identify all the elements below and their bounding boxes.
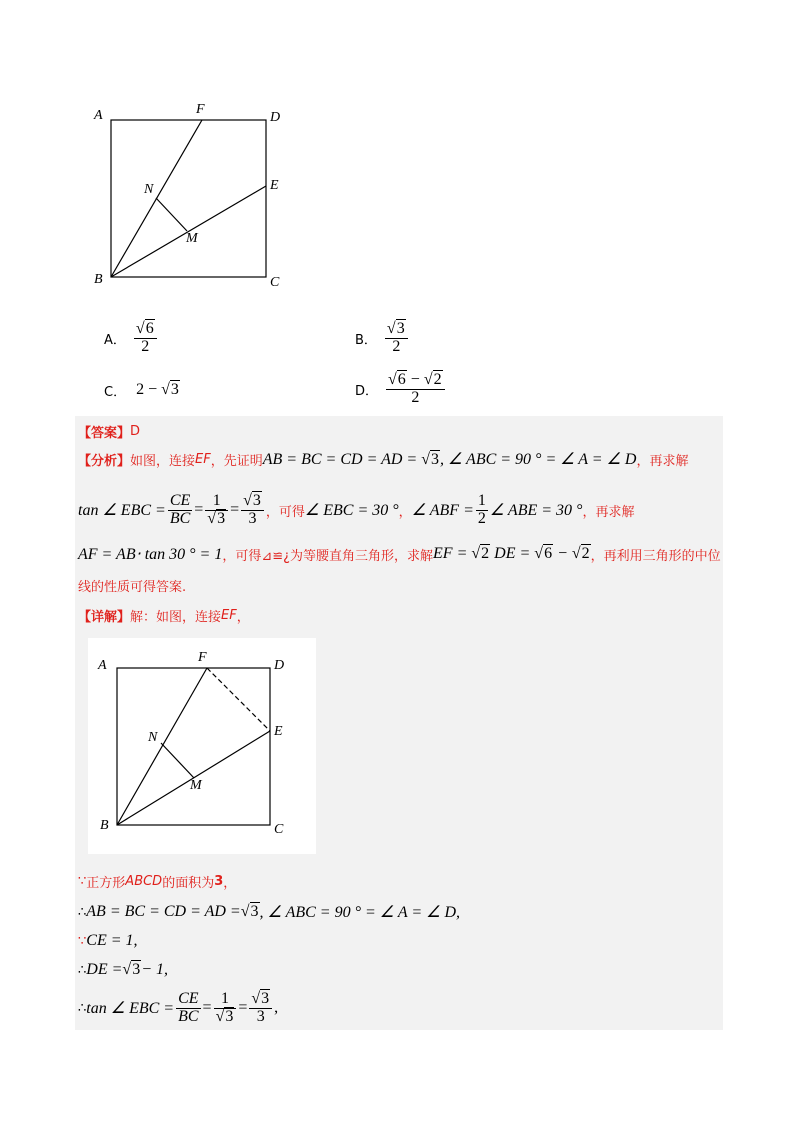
- label-d-2: D: [274, 658, 285, 673]
- analysis-text-7: ，再利用三角形的中位: [590, 548, 721, 564]
- line-ef-dashed: [207, 668, 270, 731]
- analysis-text-8: 线的性质可得答案.: [78, 579, 187, 595]
- answer-tag: 【答案】: [78, 425, 131, 441]
- analysis-line-3: [78, 542, 721, 566]
- step1-text: 正方形: [86, 875, 126, 891]
- label-m-2: M: [190, 778, 202, 793]
- line-nm: [156, 198, 187, 231]
- step4-rad: 3: [132, 961, 141, 978]
- detail-text-1: 解：如图，连接: [130, 609, 222, 625]
- step5-frac3-num: 3: [261, 989, 270, 1007]
- option-d[interactable]: [355, 368, 447, 410]
- analysis-frac-ce-bc: [168, 493, 192, 528]
- analysis-tag: 【分析】: [78, 453, 131, 469]
- analysis-text-3: ，可得: [265, 504, 305, 520]
- option-c-expression: 2 − √3: [136, 381, 179, 398]
- option-a-num: 6: [145, 319, 154, 337]
- analysis-line-4: [78, 574, 186, 596]
- step2-rad: 3: [250, 903, 259, 920]
- label-b: B: [94, 272, 103, 287]
- label-d: D: [270, 110, 281, 125]
- step5-therefore: ∴: [78, 1000, 87, 1016]
- step5-frac2-den: 3: [225, 1007, 234, 1025]
- step-4: ∴ DE = √3 − 1,: [78, 961, 168, 978]
- detail-text-ef: EF: [221, 607, 237, 623]
- option-d-den: 2: [411, 388, 420, 406]
- option-b-fraction: $\frac{√3}{2}$: [385, 321, 408, 356]
- option-b[interactable]: [355, 318, 410, 358]
- analysis-text-1c: ，先证明: [210, 453, 263, 469]
- analysis-frac-half: [476, 493, 488, 528]
- option-a-fraction: $\frac{√6}{2}$: [134, 321, 157, 356]
- analysis-m2a: tan ∠ EBC =: [78, 502, 166, 519]
- answer-line: [78, 420, 140, 442]
- step3-math: CE = 1,: [86, 932, 138, 949]
- analysis-text-6b: ⊿≌¿为等腰直角三角形，求解: [261, 548, 434, 564]
- analysis-text-2: ，再求解: [636, 453, 689, 469]
- option-c-rad: 3: [170, 381, 179, 398]
- analysis-m6-rad1: 2: [481, 545, 490, 562]
- analysis-line-1: [78, 448, 689, 470]
- analysis-text-4: ，: [398, 504, 412, 520]
- analysis-text-1: 如图，连接: [130, 453, 196, 469]
- option-d-op: −: [410, 370, 420, 388]
- analysis-m1b: , ∠ ABC = 90 ° = ∠ A = ∠ D: [439, 451, 637, 468]
- step1-abcd: ABCD: [125, 873, 163, 889]
- step4-math: DE =: [86, 961, 123, 978]
- option-a-den: 2: [141, 337, 150, 355]
- step5-frac1-den: BC: [178, 1007, 199, 1025]
- step2-math: AB = BC = CD = AD =: [86, 903, 241, 920]
- line-bf-2: [117, 668, 207, 825]
- step5-frac3-den: 3: [256, 1007, 265, 1025]
- analysis-m6c: −: [553, 545, 572, 562]
- analysis-text-5: ，再求解: [582, 504, 635, 520]
- analysis-frac4-num: 1: [477, 491, 486, 509]
- step1-text2: 的面积为: [162, 875, 215, 891]
- option-b-num: 3: [396, 319, 405, 337]
- option-a-label: A．: [104, 332, 126, 348]
- step5-frac2-num: 1: [214, 991, 237, 1009]
- label-c: C: [270, 275, 280, 290]
- label-b-2: B: [100, 818, 109, 833]
- option-d-fraction: $\frac{√6 - √2}{2}$: [386, 372, 445, 407]
- step5-frac-ce-bc: [176, 991, 200, 1026]
- step4-therefore: ∴: [78, 962, 87, 978]
- label-f: F: [196, 102, 205, 117]
- option-d-label: D．: [355, 383, 379, 399]
- analysis-m6-rad2: 6: [544, 545, 553, 562]
- label-m: M: [186, 231, 198, 246]
- analysis-frac3-num: 3: [252, 491, 261, 509]
- step-3: [78, 930, 138, 952]
- analysis-text-6: ，可得: [222, 548, 262, 564]
- step-5: ∴ tan ∠ EBC = $\frac{CE}{BC}$ = $\frac{1}{√3}$ = $\frac{√3}{3}$ ,: [78, 989, 279, 1025]
- step2-therefore: ∴: [78, 904, 87, 920]
- option-b-den: 2: [392, 337, 401, 355]
- analysis-m4a: ∠ ABF =: [411, 502, 474, 519]
- step1-val: 3: [214, 873, 224, 889]
- line-nm-2: [161, 743, 194, 778]
- step-1: [78, 870, 236, 892]
- step3-because: ∵: [78, 933, 87, 949]
- analysis-m1: AB = BC = CD = AD =: [262, 451, 422, 468]
- analysis-m3: ∠ EBC = 30 °: [304, 502, 399, 519]
- analysis-frac2-num: 1: [205, 493, 228, 511]
- analysis-frac4-den: 2: [477, 509, 486, 527]
- step5-frac1-num: CE: [178, 989, 199, 1007]
- label-n: N: [144, 182, 154, 197]
- label-c-2: C: [274, 822, 284, 837]
- option-a[interactable]: [104, 318, 159, 358]
- label-e: E: [270, 178, 279, 193]
- label-n-2: N: [148, 730, 158, 745]
- option-c-label: C．: [104, 384, 127, 400]
- analysis-m6-rad3: 2: [581, 545, 590, 562]
- analysis-frac1-den: BC: [169, 509, 191, 527]
- option-d-rad1: 6: [397, 370, 406, 388]
- analysis-frac2-den: 3: [217, 509, 226, 527]
- step1-because: ∵: [78, 873, 87, 889]
- answer-value: D: [130, 423, 141, 439]
- option-d-rad2: 2: [433, 370, 442, 388]
- option-c-lead: 2: [136, 381, 145, 398]
- step1-end: ，: [223, 875, 237, 891]
- analysis-m5: AF = AB⋅ tan 30 ° = 1: [78, 546, 223, 563]
- analysis-text-ef: EF: [195, 451, 211, 467]
- detail-tag: 【详解】: [78, 609, 131, 625]
- analysis-math-6: EF = √2 DE = √6 − √2: [433, 545, 590, 562]
- step4-math2: − 1,: [141, 961, 168, 978]
- figure-2: [88, 638, 316, 854]
- label-a: A: [94, 108, 103, 123]
- analysis-frac-sqrt3-3: $\frac{√3}{3}$: [241, 493, 264, 528]
- step5-frac-sqrt3-3: $\frac{√3}{3}$: [249, 991, 272, 1026]
- square-diagram-1: [88, 100, 288, 295]
- analysis-line-2: tan ∠ EBC = $\frac{CE}{BC}$ = $\frac{1}{√3}$ = $\frac{√3}{3}$ ，可得 ∠ EBC = 30 ° ， ∠ ABF = $\frac{1}{2}$ ∠ ABE = 30 ° ，再求解: [78, 491, 635, 527]
- detail-line: [78, 604, 250, 626]
- analysis-m4b: ∠ ABE = 30 °: [489, 502, 583, 519]
- analysis-frac-1-sqrt3: $\frac{1}{√3}$: [205, 493, 228, 528]
- step5-math: tan ∠ EBC =: [86, 1000, 175, 1017]
- step2-math2: , ∠ ABC = 90 ° = ∠ A = ∠ D,: [259, 904, 461, 921]
- analysis-frac1-num: CE: [169, 491, 191, 509]
- label-f-2: F: [198, 650, 207, 665]
- analysis-m6b: DE =: [490, 545, 535, 562]
- option-b-label: B．: [355, 332, 377, 348]
- analysis-math-1: AB = BC = CD = AD = √3, ∠ ABC = 90 ° = ∠ A = ∠ D: [262, 451, 637, 468]
- step5-end: ,: [274, 999, 279, 1016]
- step-2: ∴ AB = BC = CD = AD = √3 , ∠ ABC = 90 ° = ∠ A = ∠ D,: [78, 903, 461, 921]
- option-c-op: −: [148, 381, 158, 398]
- step5-frac-1-sqrt3: $\frac{1}{√3}$: [214, 991, 237, 1026]
- label-a-2: A: [98, 658, 107, 673]
- option-c[interactable]: [104, 378, 180, 402]
- analysis-frac3-den: 3: [248, 509, 257, 527]
- label-e-2: E: [274, 724, 283, 739]
- analysis-m6a: EF =: [433, 545, 472, 562]
- analysis-m1-rad: 3: [430, 451, 439, 468]
- figure-1: [88, 100, 288, 295]
- detail-text-1c: ，: [236, 609, 250, 625]
